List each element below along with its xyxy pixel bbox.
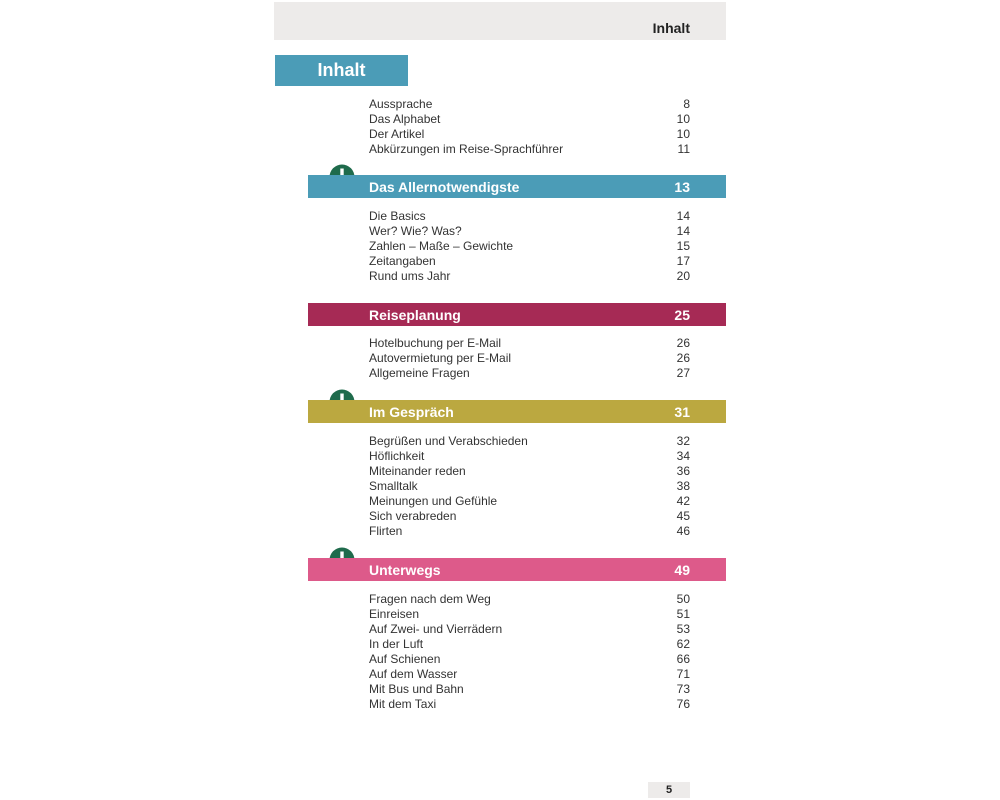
- entry-page: 26: [676, 351, 690, 365]
- entry-label: Wer? Wie? Was?: [369, 224, 462, 238]
- entry-page: 76: [676, 697, 690, 711]
- entry-label: In der Luft: [369, 637, 424, 651]
- entry-page: 34: [676, 449, 690, 463]
- chapter-entries: [369, 592, 690, 712]
- entry-label: Begrüßen und Verabschieden: [369, 434, 528, 448]
- entry-page: 14: [676, 209, 690, 223]
- entry-label: Sich verabreden: [369, 509, 457, 523]
- entry-label: Das Alphabet: [369, 112, 441, 126]
- entry-page: 42: [676, 494, 690, 508]
- running-header: [274, 2, 726, 40]
- entry-page: 14: [676, 224, 690, 238]
- toc-entry[interactable]: [369, 637, 690, 652]
- chapter-bar-reiseplanung[interactable]: [308, 303, 726, 326]
- entry-page: 53: [676, 622, 690, 636]
- entry-label: Mit dem Taxi: [369, 697, 437, 711]
- intro-entries: [369, 97, 690, 157]
- toc-entry[interactable]: [369, 464, 690, 479]
- entry-label: Auf Schienen: [369, 652, 441, 666]
- entry-page: 26: [676, 336, 690, 350]
- entry-page: 50: [676, 592, 690, 606]
- chapter-title: Reiseplanung: [369, 307, 461, 323]
- entry-label: Hotelbuchung per E-Mail: [369, 336, 502, 350]
- entry-page: 71: [676, 667, 690, 681]
- toc-heading: Inhalt: [275, 55, 408, 86]
- toc-entry[interactable]: [369, 697, 690, 712]
- toc-entry[interactable]: [369, 254, 690, 269]
- entry-label: Allgemeine Fragen: [369, 366, 470, 380]
- toc-entry[interactable]: [369, 336, 690, 351]
- entry-label: Abkürzungen im Reise-Sprachführer: [369, 142, 564, 156]
- entry-page: 73: [676, 682, 690, 696]
- toc-entry[interactable]: [369, 524, 690, 539]
- entry-page: 32: [676, 434, 690, 448]
- entry-label: Meinungen und Gefühle: [369, 494, 498, 508]
- entry-page: 45: [676, 509, 690, 523]
- toc-entry[interactable]: [369, 479, 690, 494]
- toc-entry[interactable]: [369, 351, 690, 366]
- toc-entry[interactable]: [369, 607, 690, 622]
- chapter-entries: [369, 434, 690, 539]
- entry-label: Auf Zwei- und Vierrädern: [369, 622, 503, 636]
- entry-label: Fragen nach dem Weg: [369, 592, 491, 606]
- chapter-page: 31: [674, 404, 690, 420]
- entry-label: Miteinander reden: [369, 464, 466, 478]
- entry-label: Einreisen: [369, 607, 420, 621]
- toc-entry[interactable]: [369, 592, 690, 607]
- toc-entry[interactable]: [369, 209, 690, 224]
- chapter-title: Das Allernotwendigste: [369, 179, 520, 195]
- entry-label: Zeitangaben: [369, 254, 436, 268]
- chapter-bar-im-gespraech[interactable]: [308, 400, 726, 423]
- entry-page: 62: [676, 637, 690, 651]
- toc-entry[interactable]: [369, 622, 690, 637]
- toc-entry[interactable]: [369, 127, 690, 142]
- entry-page: 17: [676, 254, 690, 268]
- page-number: 5: [648, 782, 690, 798]
- toc-page: [274, 0, 726, 800]
- entry-label: Rund ums Jahr: [369, 269, 451, 283]
- toc-entry[interactable]: [369, 509, 690, 524]
- entry-label: Die Basics: [369, 209, 426, 223]
- toc-entry[interactable]: [369, 112, 690, 127]
- entry-page: 36: [676, 464, 690, 478]
- entry-page: 27: [676, 366, 690, 380]
- toc-entry[interactable]: [369, 682, 690, 697]
- chapter-title: Unterwegs: [369, 562, 441, 578]
- entry-label: Auf dem Wasser: [369, 667, 458, 681]
- toc-entry[interactable]: [369, 667, 690, 682]
- chapter-entries: [369, 209, 690, 284]
- chapter-title: Im Gespräch: [369, 404, 454, 420]
- chapter-entries: [369, 336, 690, 381]
- entry-page: 8: [683, 97, 690, 111]
- toc-entry[interactable]: [369, 142, 690, 157]
- entry-page: 10: [676, 112, 690, 126]
- entry-page: 10: [676, 127, 690, 141]
- entry-page: 38: [676, 479, 690, 493]
- toc-entry[interactable]: [369, 239, 690, 254]
- entry-label: Der Artikel: [369, 127, 425, 141]
- chapter-bar-unterwegs[interactable]: [308, 558, 726, 581]
- entry-label: Autovermietung per E-Mail: [369, 351, 512, 365]
- running-header-title: Inhalt: [652, 20, 690, 36]
- entry-label: Flirten: [369, 524, 403, 538]
- entry-label: Höflichkeit: [369, 449, 425, 463]
- chapter-page: 13: [674, 179, 690, 195]
- chapter-page: 49: [674, 562, 690, 578]
- entry-label: Smalltalk: [369, 479, 418, 493]
- entry-page: 20: [676, 269, 690, 283]
- entry-page: 66: [676, 652, 690, 666]
- entry-page: 15: [676, 239, 690, 253]
- entry-label: Zahlen – Maße – Gewichte: [369, 239, 514, 253]
- toc-entry[interactable]: [369, 449, 690, 464]
- entry-page: 46: [676, 524, 690, 538]
- chapter-page: 25: [674, 307, 690, 323]
- toc-entry[interactable]: [369, 366, 690, 381]
- entry-page: 51: [676, 607, 690, 621]
- toc-entry[interactable]: [369, 434, 690, 449]
- toc-entry[interactable]: [369, 97, 690, 112]
- toc-entry[interactable]: [369, 269, 690, 284]
- toc-entry[interactable]: [369, 224, 690, 239]
- entry-label: Mit Bus und Bahn: [369, 682, 464, 696]
- entry-label: Aussprache: [369, 97, 433, 111]
- chapter-bar-allernotwendigste[interactable]: [308, 175, 726, 198]
- toc-entry[interactable]: [369, 494, 690, 509]
- toc-entry[interactable]: [369, 652, 690, 667]
- entry-page: 11: [677, 142, 690, 156]
